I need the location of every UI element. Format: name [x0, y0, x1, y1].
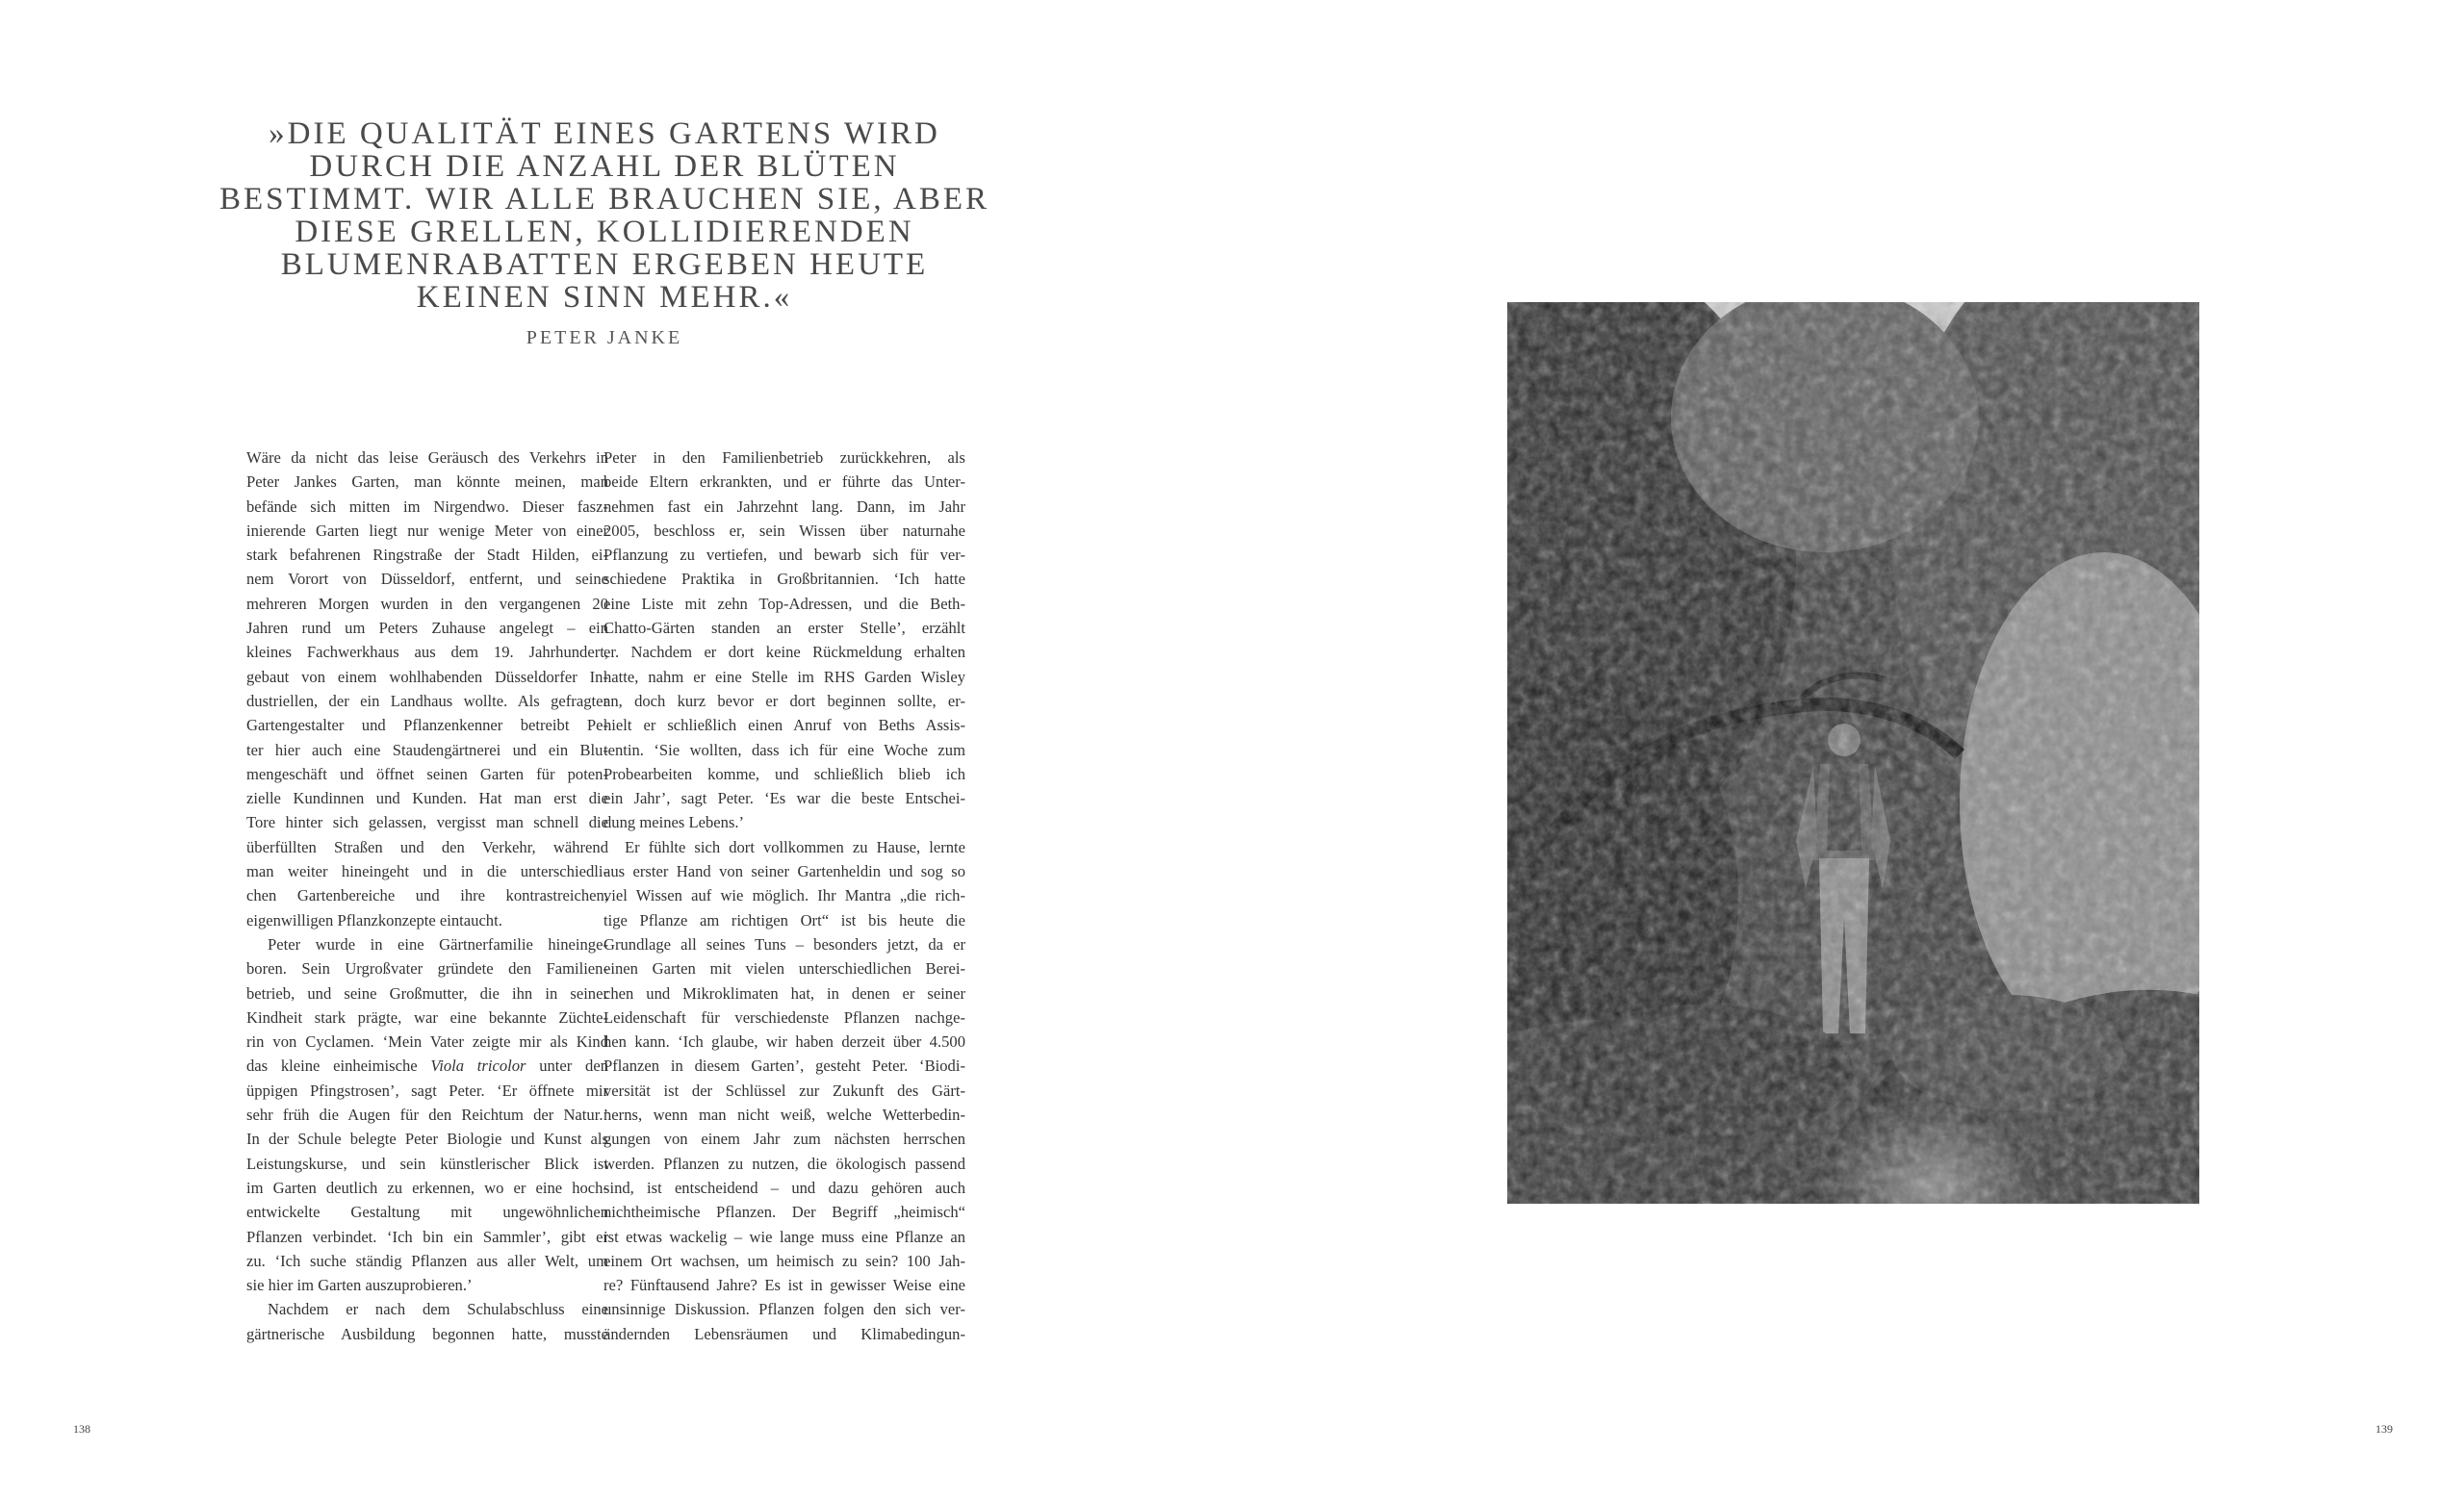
text-line: nichtheimische Pflanzen. Der Begriff „heimisch“ [603, 1203, 965, 1222]
text-line: re? Fünftausend Jahre? Es ist in gewisser Weise eine [603, 1276, 965, 1295]
text-line: ter hier auch eine Staudengärtnerei und ein Blu- [246, 740, 608, 759]
quote-author: PETER JANKE [526, 327, 683, 348]
quote-line: DURCH DIE ANZAHL DER BLÜTEN [309, 149, 900, 184]
text-line: beide Eltern erkrankten, und er führte das Unter- [603, 472, 965, 492]
text-line: gebaut von einem wohlhabenden Düsseldorfer In- [246, 667, 608, 686]
text-line: hielt er schließlich einen Anruf von Beths Assis- [603, 716, 965, 735]
text-line: chen und Mikroklimaten hat, in denen er seiner [603, 983, 965, 1003]
text-line: Nachdem er nach dem Schulabschluss eine [268, 1300, 608, 1319]
text-line: 2005, beschloss er, sein Wissen über naturnahe [603, 521, 965, 540]
text-line: überfüllten Straßen und den Verkehr, während [246, 837, 608, 856]
text-line: Gartengestalter und Pflanzenkenner betreibt Pe- [246, 716, 608, 735]
body-column-left [246, 446, 608, 1346]
text-line: ändernden Lebensräumen und Klimabedingun- [603, 1324, 965, 1343]
text-line: Er fühlte sich dort vollkommen zu Hause, lernte [625, 837, 965, 856]
text-line: an, doch kurz bevor er dort beginnen sollte, er- [603, 691, 965, 710]
italic-species-name: Viola tricolor [430, 1056, 526, 1076]
text-line: rin von Cyclamen. ‘Mein Vater zeigte mir als Kind [246, 1032, 608, 1052]
text-line: mehreren Morgen wurden in den vergangenen 20 [246, 594, 608, 613]
text-line: im Garten deutlich zu erkennen, wo er eine hoch- [246, 1178, 608, 1197]
text-line: mengeschäft und öffnet seinen Garten für poten- [246, 764, 608, 783]
text-line: In der Schule belegte Peter Biologie und Kunst als [246, 1130, 608, 1149]
text-line [246, 1054, 608, 1078]
text-line: nem Vorort von Düsseldorf, entfernt, und seine [246, 570, 608, 589]
text-line: hen kann. ‘Ich glaube, wir haben derzeit über 4.500 [603, 1032, 965, 1052]
text-line: eine Liste mit zehn Top-Adressen, und die Beth- [603, 594, 965, 613]
garden-photo-image [1507, 302, 2199, 1204]
text-line: aus erster Hand von seiner Gartenheldin und sog so [603, 862, 965, 881]
text-line: Leidenschaft für verschiedenste Pflanzen nachge- [603, 1007, 965, 1027]
text-line: sehr früh die Augen für den Reichtum der Natur.’ [246, 1106, 608, 1125]
text-line: versität ist der Schlüssel zur Zukunft des Gärt- [603, 1081, 965, 1100]
text-fragment: unter den [526, 1056, 608, 1076]
text-line: gungen von einem Jahr zum nächsten herrschen [603, 1130, 965, 1149]
text-line: Kindheit stark prägte, war eine bekannte Züchte- [246, 1007, 608, 1027]
text-fragment: das kleine einheimische [246, 1056, 431, 1076]
page-number-right: 139 [2375, 1422, 2393, 1436]
text-line: Leistungskurse, und sein künstlerischer Blick ist [246, 1154, 608, 1173]
text-line: einem Ort wachsen, um heimisch zu sein? 100 Jah- [603, 1251, 965, 1270]
text-line: schiedene Praktika in Großbritannien. ‘Ich hatte [603, 570, 965, 589]
text-line: üppigen Pfingstrosen’, sagt Peter. ‘Er öffnete mir [246, 1081, 608, 1100]
quote-line: »DIE QUALITÄT EINES GARTENS WIRD [269, 116, 940, 151]
body-column-right [603, 446, 965, 1346]
text-line: er. Nachdem er dort keine Rückmeldung erhalten [603, 643, 965, 662]
text-line: Pflanzung zu vertiefen, und bewarb sich für ver- [603, 546, 965, 565]
text-line: Pflanzen in diesem Garten’, gesteht Peter. ‘Biodi- [603, 1056, 965, 1076]
text-line: hatte, nahm er eine Stelle im RHS Garden Wisley [603, 667, 965, 686]
text-line: eigenwilligen Pflanzkonzepte eintaucht. [246, 910, 502, 929]
text-line: stark befahrenen Ringstraße der Stadt Hilden, ei- [246, 546, 608, 565]
quote-line: KEINEN SINN MEHR.« [416, 280, 793, 315]
text-line: tentin. ‘Sie wollten, dass ich für eine Woche zum [603, 740, 965, 759]
text-line: Tore hinter sich gelassen, vergisst man schnell die [246, 813, 608, 832]
text-line: dustriellen, der ein Landhaus wollte. Als gefragter [246, 691, 608, 710]
text-line: Jahren rund um Peters Zuhause angelegt – ein [246, 619, 608, 638]
page-number-left: 138 [73, 1422, 90, 1436]
text-line: gärtnerische Ausbildung begonnen hatte, musste [246, 1324, 608, 1343]
text-line: Peter Jankes Garten, man könnte meinen, man [246, 472, 608, 492]
text-line: zielle Kundinnen und Kunden. Hat man erst die [246, 789, 608, 808]
text-line: einen Garten mit vielen unterschiedlichen Berei- [603, 959, 965, 979]
quote-line: BLUMENRABATTEN ERGEBEN HEUTE [280, 247, 929, 282]
text-line: Pflanzen verbindet. ‘Ich bin ein Sammler’, gibt er [246, 1227, 608, 1246]
text-line: werden. Pflanzen zu nutzen, die ökologisch passend [603, 1154, 965, 1173]
text-line: dung meines Lebens.’ [603, 813, 745, 832]
text-line: sie hier im Garten auszuprobieren.’ [246, 1276, 473, 1295]
text-line: man weiter hineingeht und in die unterschiedli- [246, 862, 608, 881]
text-line: chen Gartenbereiche und ihre kontrastreichen, [246, 886, 608, 905]
text-line: nehmen fast ein Jahrzehnt lang. Dann, im Jahr [603, 496, 965, 516]
quote-line: DIESE GRELLEN, KOLLIDIERENDEN [295, 215, 914, 249]
text-line: Peter wurde in eine Gärtnerfamilie hineinge- [268, 934, 608, 954]
text-line: Wäre da nicht das leise Geräusch des Verkehrs in [246, 448, 608, 467]
text-line: sind, ist entscheidend – und dazu gehören auch [603, 1178, 965, 1197]
text-line: Probearbeiten komme, und schließlich blieb ich [603, 764, 965, 783]
text-line: entwickelte Gestaltung mit ungewöhnlichen [246, 1203, 608, 1222]
text-line: ein Jahr’, sagt Peter. ‘Es war die beste Entschei- [603, 789, 965, 808]
text-line: Chatto-Gärten standen an erster Stelle’, erzählt [603, 619, 965, 638]
text-line: tige Pflanze am richtigen Ort“ ist bis heute die [603, 910, 965, 929]
text-line: viel Wissen auf wie möglich. Ihr Mantra „die rich- [603, 886, 965, 905]
text-line: boren. Sein Urgroßvater gründete den Familien- [246, 959, 608, 979]
text-line: unsinnige Diskussion. Pflanzen folgen den sich ver- [603, 1300, 965, 1319]
pull-quote [219, 117, 989, 314]
text-line: befände sich mitten im Nirgendwo. Dieser fasz- [246, 496, 608, 516]
text-line: inierende Garten liegt nur wenige Meter von einer [246, 521, 608, 540]
garden-portrait-photo [1507, 302, 2199, 1204]
text-line: kleines Fachwerkhaus aus dem 19. Jahrhundert, [246, 643, 608, 662]
text-line: ist etwas wackelig – wie lange muss eine Pflanze an [603, 1227, 965, 1246]
text-line: betrieb, und seine Großmutter, die ihn in seiner [246, 983, 608, 1003]
text-line: Grundlage all seines Tuns – besonders jetzt, da er [603, 934, 965, 954]
text-line: nerns, wenn man nicht weiß, welche Wetterbedin- [603, 1106, 965, 1125]
text-line: zu. ‘Ich suche ständig Pflanzen aus aller Welt, um [246, 1251, 608, 1270]
quote-line: BESTIMMT. WIR ALLE BRAUCHEN SIE, ABER [219, 182, 990, 216]
text-line: Peter in den Familienbetrieb zurückkehren, als [603, 448, 965, 467]
